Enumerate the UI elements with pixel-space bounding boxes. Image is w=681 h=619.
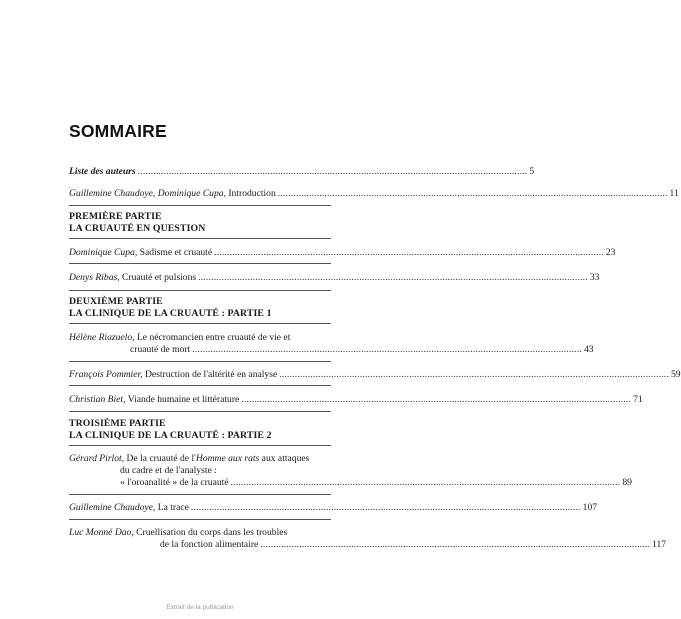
part-heading-1 <box>69 211 331 235</box>
section-divider <box>69 323 331 324</box>
entry-title: Destruction de l'altérité en analyse <box>142 369 278 380</box>
entry-author: Dominique Cupa, <box>69 247 138 258</box>
entry-author: Luc Monné Dao, <box>69 527 134 538</box>
part-heading-3 <box>69 418 331 442</box>
page-number: 59 <box>670 369 681 380</box>
entry-text-wrap <box>69 453 309 465</box>
entry-title: Le nécromancien entre cruauté de vie et <box>134 332 291 343</box>
page-number: 23 <box>605 247 616 258</box>
entry-divider <box>69 385 331 386</box>
part-label: TROISIÈME PARTIE <box>69 418 166 429</box>
entry-title-continued: cruauté de mort <box>130 344 191 355</box>
page-number: 107 <box>582 502 598 513</box>
toc-entry <box>69 247 616 259</box>
dot-leader: ...................................................................................................................................................... <box>279 369 669 380</box>
entry-title: Viande humaine et littérature <box>125 394 240 405</box>
entry-title-continued: du cadre et de l'analyste : <box>120 465 217 476</box>
entry-author: Guillemine Chaudoye, Dominique Cupa, <box>69 188 226 199</box>
entry-text-wrap <box>69 247 212 259</box>
page-number: 43 <box>583 344 594 355</box>
toc-entry-introduction <box>69 188 679 200</box>
dot-leader: ...................................................................................................................................................... <box>190 502 581 513</box>
entry-text-wrap <box>69 332 290 344</box>
entry-author: Gérard Pirlot, <box>69 453 125 464</box>
toc-entry <box>69 453 632 489</box>
entry-text-wrap <box>69 188 276 200</box>
dot-leader: ...................................................................................................................................................... <box>241 394 632 405</box>
entry-text-wrap <box>69 502 189 514</box>
section-divider <box>69 238 331 239</box>
page-number: 71 <box>633 394 643 405</box>
toc-entry <box>69 369 681 381</box>
toc-entry <box>69 272 600 284</box>
section-divider <box>69 411 331 412</box>
toc-title: SOMMAIRE <box>69 121 167 141</box>
publication-footer: Extrait de la publication <box>166 604 234 611</box>
dot-leader: ...................................................................................................................................................... <box>198 272 588 283</box>
page-number: 5 <box>529 166 535 177</box>
entry-author: François Pommier, <box>69 369 143 380</box>
entry-title: Sadisme et cruauté <box>137 247 213 258</box>
dot-leader: ...................................................................................................................................................... <box>230 477 621 488</box>
entry-title: Cruellisation du corps dans les troubles <box>133 527 288 538</box>
part-subtitle: LA CRUAUTÉ EN QUESTION <box>69 223 206 234</box>
entry-title-continued: de la fonction alimentaire <box>160 539 259 550</box>
entry-author: Hélène Riazuelo, <box>69 332 135 343</box>
dot-leader: ...................................................................................................................................................... <box>137 166 528 177</box>
part-label: PREMIÈRE PARTIE <box>69 211 162 222</box>
dot-leader: ...................................................................................................................................................... <box>214 247 604 258</box>
entry-author: Christian Biet, <box>69 394 126 405</box>
part-heading-2 <box>69 296 331 320</box>
entry-title: La trace <box>155 502 189 513</box>
entry-title-start: De la cruauté de l' <box>124 453 196 464</box>
entry-title-italic: Homme aux rats <box>195 453 260 464</box>
entry-divider <box>69 494 331 495</box>
entry-title: Cruauté et pulsions <box>119 272 197 283</box>
dot-leader: ...................................................................................................................................................... <box>192 344 582 355</box>
entry-text-wrap <box>69 272 196 284</box>
section-divider <box>69 290 331 291</box>
toc-entry <box>69 332 594 356</box>
page-number: 89 <box>622 477 632 488</box>
page-number: 33 <box>589 272 600 283</box>
entry-title: Introduction <box>225 188 276 199</box>
entry-author: Liste des auteurs <box>69 166 136 177</box>
toc-entry <box>69 394 643 406</box>
section-divider <box>69 445 331 446</box>
entry-text-wrap <box>69 369 277 381</box>
page-number: 11 <box>669 188 679 199</box>
toc-entry-authors-list <box>69 166 535 178</box>
entry-text-wrap <box>69 394 239 406</box>
entry-divider <box>69 519 331 520</box>
entry-text-wrap <box>69 527 287 539</box>
section-divider <box>69 205 331 206</box>
part-subtitle: LA CLINIQUE DE LA CRUAUTÉ : PARTIE 2 <box>69 430 272 441</box>
entry-divider <box>69 361 331 362</box>
entry-title-continued: « l'oroanalité » de la cruauté <box>120 477 229 488</box>
dot-leader: ...................................................................................................................................................... <box>277 188 668 199</box>
entry-divider <box>69 263 331 264</box>
dot-leader: ...................................................................................................................................................... <box>260 539 651 550</box>
entry-author: Guillemine Chaudoye, <box>69 502 156 513</box>
toc-entry <box>69 527 667 551</box>
entry-title-end: aux attaques <box>259 453 310 464</box>
part-subtitle: LA CLINIQUE DE LA CRUAUTÉ : PARTIE 1 <box>69 308 272 319</box>
part-label: DEUXIÈME PARTIE <box>69 296 163 307</box>
toc-entry <box>69 502 598 514</box>
entry-author: Denys Ribas, <box>69 272 120 283</box>
page-number: 117 <box>652 539 667 550</box>
